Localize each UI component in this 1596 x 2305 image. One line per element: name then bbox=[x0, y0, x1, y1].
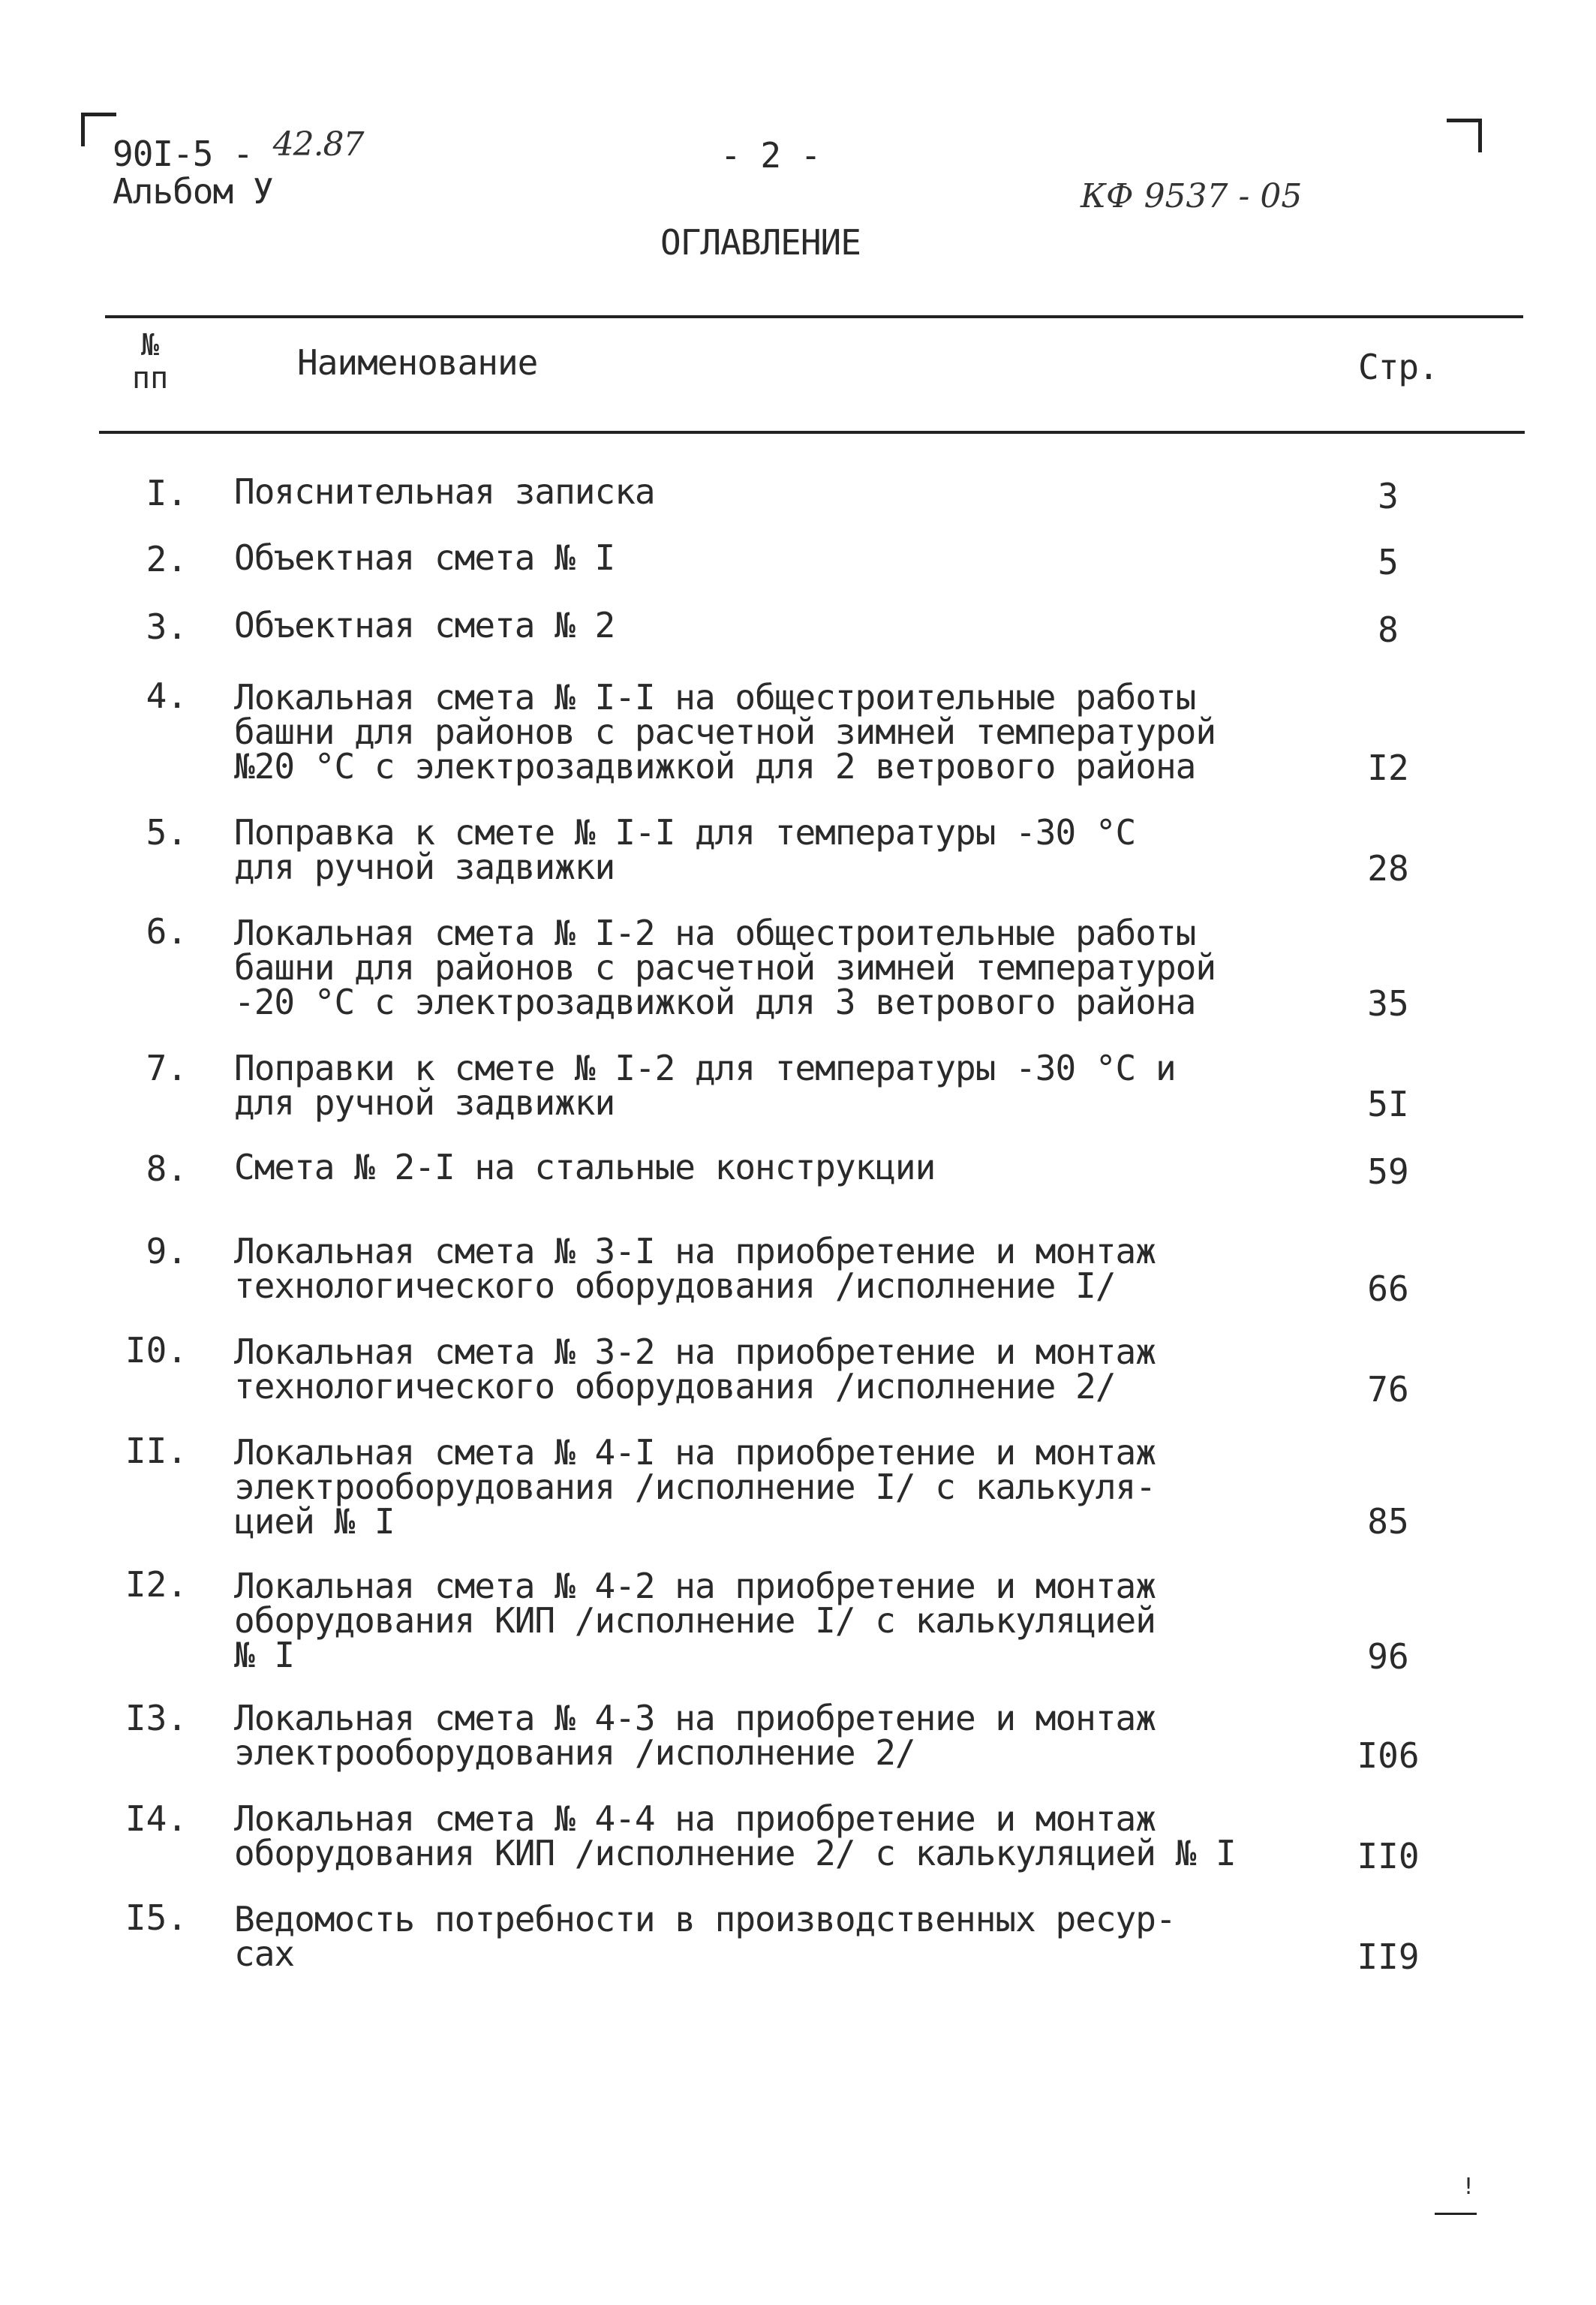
row-title bbox=[234, 812, 1136, 887]
row-title-line: Смета № 2-I на стальные конструкции bbox=[234, 1147, 936, 1187]
row-number: 4. bbox=[146, 676, 188, 716]
row-title-line: № I bbox=[234, 1635, 295, 1675]
row-title bbox=[234, 677, 1216, 787]
row-number: 2. bbox=[146, 539, 188, 579]
row-number: 7. bbox=[146, 1048, 188, 1088]
row-page: 5I bbox=[1367, 1084, 1409, 1124]
row-title-line: технологического оборудования /исполнение 2/ bbox=[234, 1366, 1116, 1407]
row-page: I06 bbox=[1357, 1735, 1420, 1776]
row-number: I. bbox=[146, 473, 188, 513]
row-number: I4. bbox=[125, 1798, 188, 1839]
table-top-rule bbox=[105, 315, 1523, 318]
row-title-line: электрооборудования /исполнение 2/ bbox=[234, 1732, 915, 1773]
row-title-line: технологического оборудования /исполнение I/ bbox=[234, 1265, 1116, 1306]
row-title-line: Локальная смета № 4-2 на приобретение и монтаж bbox=[234, 1566, 1156, 1606]
row-title-line: -20 °С с электрозадвижкой для 3 ветрового района bbox=[234, 982, 1196, 1022]
row-title-line: башни для районов с расчетной зимней температурой bbox=[234, 712, 1216, 752]
top-left-corner-mark bbox=[81, 113, 116, 146]
row-number: 8. bbox=[146, 1148, 188, 1189]
row-number: I0. bbox=[125, 1330, 188, 1371]
footer-mark-line bbox=[1435, 2213, 1477, 2215]
row-number: II. bbox=[125, 1431, 188, 1471]
album-label: Альбом У bbox=[113, 171, 273, 212]
row-title bbox=[234, 1332, 1156, 1407]
row-title bbox=[234, 1048, 1176, 1123]
row-page: 85 bbox=[1367, 1501, 1409, 1542]
column-header-name: Наименование bbox=[297, 342, 538, 383]
row-number: 6. bbox=[146, 911, 188, 952]
row-number: I3. bbox=[125, 1698, 188, 1738]
row-title bbox=[234, 1147, 936, 1187]
row-title bbox=[234, 1432, 1156, 1542]
row-page: 5 bbox=[1378, 542, 1399, 582]
row-title-line: для ручной задвижки bbox=[234, 847, 615, 887]
document-code-typed: 90I-5 - bbox=[113, 134, 253, 174]
row-title bbox=[234, 537, 615, 578]
row-title-line: электрооборудования /исполнение I/ с калькуля- bbox=[234, 1467, 1156, 1507]
row-title-line: цией № I bbox=[234, 1501, 395, 1542]
row-title-line: №20 °С с электрозадвижкой для 2 ветрового района bbox=[234, 746, 1196, 787]
row-page: 28 bbox=[1367, 848, 1409, 889]
row-number: 9. bbox=[146, 1231, 188, 1271]
row-title-line: башни для районов с расчетной зимней температурой bbox=[234, 947, 1216, 988]
row-page: 76 bbox=[1367, 1369, 1409, 1410]
row-title-line: оборудования КИП /исполнение 2/ с калькуляцией № I bbox=[234, 1833, 1236, 1873]
row-title bbox=[234, 471, 655, 512]
column-header-number-sign: № bbox=[141, 328, 160, 363]
row-title-line: Локальная смета № I-I на общестроительные работы bbox=[234, 677, 1196, 718]
column-header-number bbox=[132, 329, 168, 395]
row-title bbox=[234, 1798, 1236, 1873]
row-page: I2 bbox=[1367, 748, 1409, 788]
row-title bbox=[234, 1566, 1156, 1675]
row-title-line: Пояснительная записка bbox=[234, 471, 655, 512]
row-title bbox=[234, 1899, 1176, 1974]
row-title-line: Локальная смета № 4-4 на приобретение и монтаж bbox=[234, 1798, 1156, 1839]
row-page: 59 bbox=[1367, 1151, 1409, 1192]
row-title-line: Локальная смета № I-2 на общестроительные работы bbox=[234, 913, 1196, 953]
row-title-line: Объектная смета № I bbox=[234, 537, 615, 578]
column-header-number-pp: пп bbox=[132, 361, 169, 396]
row-number: 5. bbox=[146, 812, 188, 853]
row-page: 66 bbox=[1367, 1268, 1409, 1309]
row-title bbox=[234, 605, 615, 645]
row-title bbox=[234, 913, 1216, 1022]
row-page: II0 bbox=[1357, 1836, 1420, 1876]
page-marker: - 2 - bbox=[720, 135, 821, 176]
row-title-line: Поправка к смете № I-I для температуры -30 °С bbox=[234, 812, 1136, 853]
row-title-line: для ручной задвижки bbox=[234, 1082, 615, 1123]
row-number: 3. bbox=[146, 606, 188, 647]
document-code bbox=[113, 125, 364, 174]
row-title-line: Локальная смета № 4-3 на приобретение и монтаж bbox=[234, 1698, 1156, 1738]
row-title-line: Локальная смета № 4-I на приобретение и монтаж bbox=[234, 1432, 1156, 1473]
page-title: ОГЛАВЛЕНИЕ bbox=[660, 222, 861, 263]
row-title-line: Локальная смета № 3-2 на приобретение и монтаж bbox=[234, 1332, 1156, 1372]
row-page: 8 bbox=[1378, 609, 1399, 650]
row-page: II9 bbox=[1357, 1936, 1420, 1977]
footer-mark: ! bbox=[1462, 2174, 1476, 2200]
top-right-corner-mark bbox=[1447, 119, 1482, 152]
row-title-line: Ведомость потребности в производственных ресур- bbox=[234, 1899, 1176, 1939]
table-header-rule bbox=[99, 431, 1525, 434]
row-page: 96 bbox=[1367, 1636, 1409, 1677]
row-title-line: Поправки к смете № I-2 для температуры -30 °С и bbox=[234, 1048, 1176, 1088]
row-title bbox=[234, 1231, 1156, 1306]
row-title-line: сах bbox=[234, 1933, 295, 1974]
row-title bbox=[234, 1698, 1156, 1773]
row-number: I5. bbox=[125, 1897, 188, 1938]
document-code-handwritten: 42.87 bbox=[272, 125, 364, 164]
row-title-line: оборудования КИП /исполнение I/ с калькуляцией bbox=[234, 1600, 1156, 1641]
row-title-line: Объектная смета № 2 bbox=[234, 605, 615, 645]
row-page: 3 bbox=[1378, 476, 1399, 516]
column-header-page: Стр. bbox=[1358, 347, 1438, 387]
row-title-line: Локальная смета № 3-I на приобретение и монтаж bbox=[234, 1231, 1156, 1271]
row-number: I2. bbox=[125, 1564, 188, 1605]
row-page: 35 bbox=[1367, 983, 1409, 1024]
archive-code: КФ 9537 - 05 bbox=[1081, 177, 1303, 215]
